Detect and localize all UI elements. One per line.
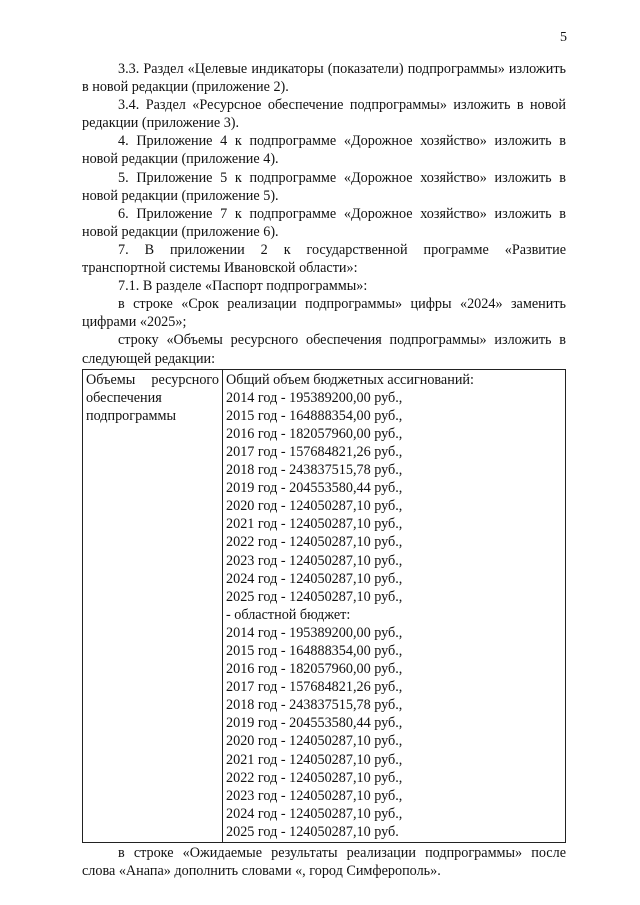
value-line: 2022 год - 124050287,10 руб., xyxy=(226,534,403,551)
paragraph-resource-row: строку «Объемы ресурсного обеспечения подпрограммы» изложить в следующей редакции: xyxy=(82,332,566,367)
value-line: 2014 год - 195389200,00 руб., xyxy=(226,624,403,641)
paragraph-3-3: 3.3. Раздел «Целевые индикаторы (показатели) подпрограммы» изложить в новой редакции (приложение 2). xyxy=(82,61,566,96)
paragraph-term: в строке «Срок реализации подпрограммы» цифры «2024» заменить цифрами «2025»; xyxy=(82,296,566,331)
value-line: 2023 год - 124050287,10 руб., xyxy=(226,787,403,804)
value-line: 2016 год - 182057960,00 руб., xyxy=(226,425,403,442)
value-line: 2017 год - 157684821,26 руб., xyxy=(226,679,403,696)
value-line: 2017 год - 157684821,26 руб., xyxy=(226,443,403,460)
page-number: 5 xyxy=(560,30,567,45)
value-line: 2019 год - 204553580,44 руб., xyxy=(226,715,403,732)
value-line: Общий объем бюджетных ассигнований: xyxy=(226,371,474,388)
table-row xyxy=(83,369,566,842)
value-line: 2016 год - 182057960,00 руб., xyxy=(226,661,403,678)
value-line: 2021 год - 124050287,10 руб., xyxy=(226,516,403,533)
paragraph-expected-results: в строке «Ожидаемые результаты реализации подпрограммы» после слова «Анапа» дополнить словами «, город Симферополь». xyxy=(82,845,566,880)
paragraph-7-1: 7.1. В разделе «Паспорт подпрограммы»: xyxy=(118,278,368,295)
value-line: 2024 год - 124050287,10 руб., xyxy=(226,805,403,822)
value-line: 2018 год - 243837515,78 руб., xyxy=(226,697,403,714)
value-line: 2015 год - 164888354,00 руб., xyxy=(226,643,403,659)
value-line: 2024 год - 124050287,10 руб., xyxy=(226,570,403,587)
label-line: обеспечения xyxy=(86,389,162,406)
document-body xyxy=(82,60,566,880)
paragraph-7: 7. В приложении 2 к государственной программе «Развитие транспортной системы Ивановской области»: xyxy=(82,241,566,277)
value-line: 2025 год - 124050287,10 руб. xyxy=(226,823,399,840)
value-line: 2018 год - 243837515,78 руб., xyxy=(226,462,403,479)
value-line: 2019 год - 204553580,44 руб., xyxy=(226,480,403,497)
paragraph-6: 6. Приложение 7 к подпрограмме «Дорожное хозяйство» изложить в новой редакции (приложение 6). xyxy=(82,205,566,240)
paragraph-3-4: 3.4. Раздел «Ресурсное обеспечение подпрограммы» изложить в новой редакции (приложение 3). xyxy=(82,97,566,132)
value-line: 2025 год - 124050287,10 руб., xyxy=(226,588,403,605)
label-line: Объемы ресурсного xyxy=(86,371,219,388)
label-line: подпрограммы xyxy=(86,407,176,424)
resource-table xyxy=(82,369,566,843)
value-line: 2020 год - 124050287,10 руб., xyxy=(226,733,403,750)
value-line: 2023 год - 124050287,10 руб., xyxy=(226,552,403,569)
paragraph-5: 5. Приложение 5 к подпрограмме «Дорожное хозяйство» изложить в новой редакции (приложение 5). xyxy=(82,169,566,204)
value-line: 2015 год - 164888354,00 руб., xyxy=(226,407,403,424)
value-line: - областной бюджет: xyxy=(226,606,351,623)
table-cell-label xyxy=(83,369,223,842)
value-line: 2014 год - 195389200,00 руб., xyxy=(226,389,403,406)
table-cell-values xyxy=(223,369,566,842)
value-line: 2020 год - 124050287,10 руб., xyxy=(226,498,403,515)
value-line: 2022 год - 124050287,10 руб., xyxy=(226,769,403,786)
value-line: 2021 год - 124050287,10 руб., xyxy=(226,751,403,768)
paragraph-4: 4. Приложение 4 к подпрограмме «Дорожное хозяйство» изложить в новой редакции (приложение 4). xyxy=(82,133,566,168)
